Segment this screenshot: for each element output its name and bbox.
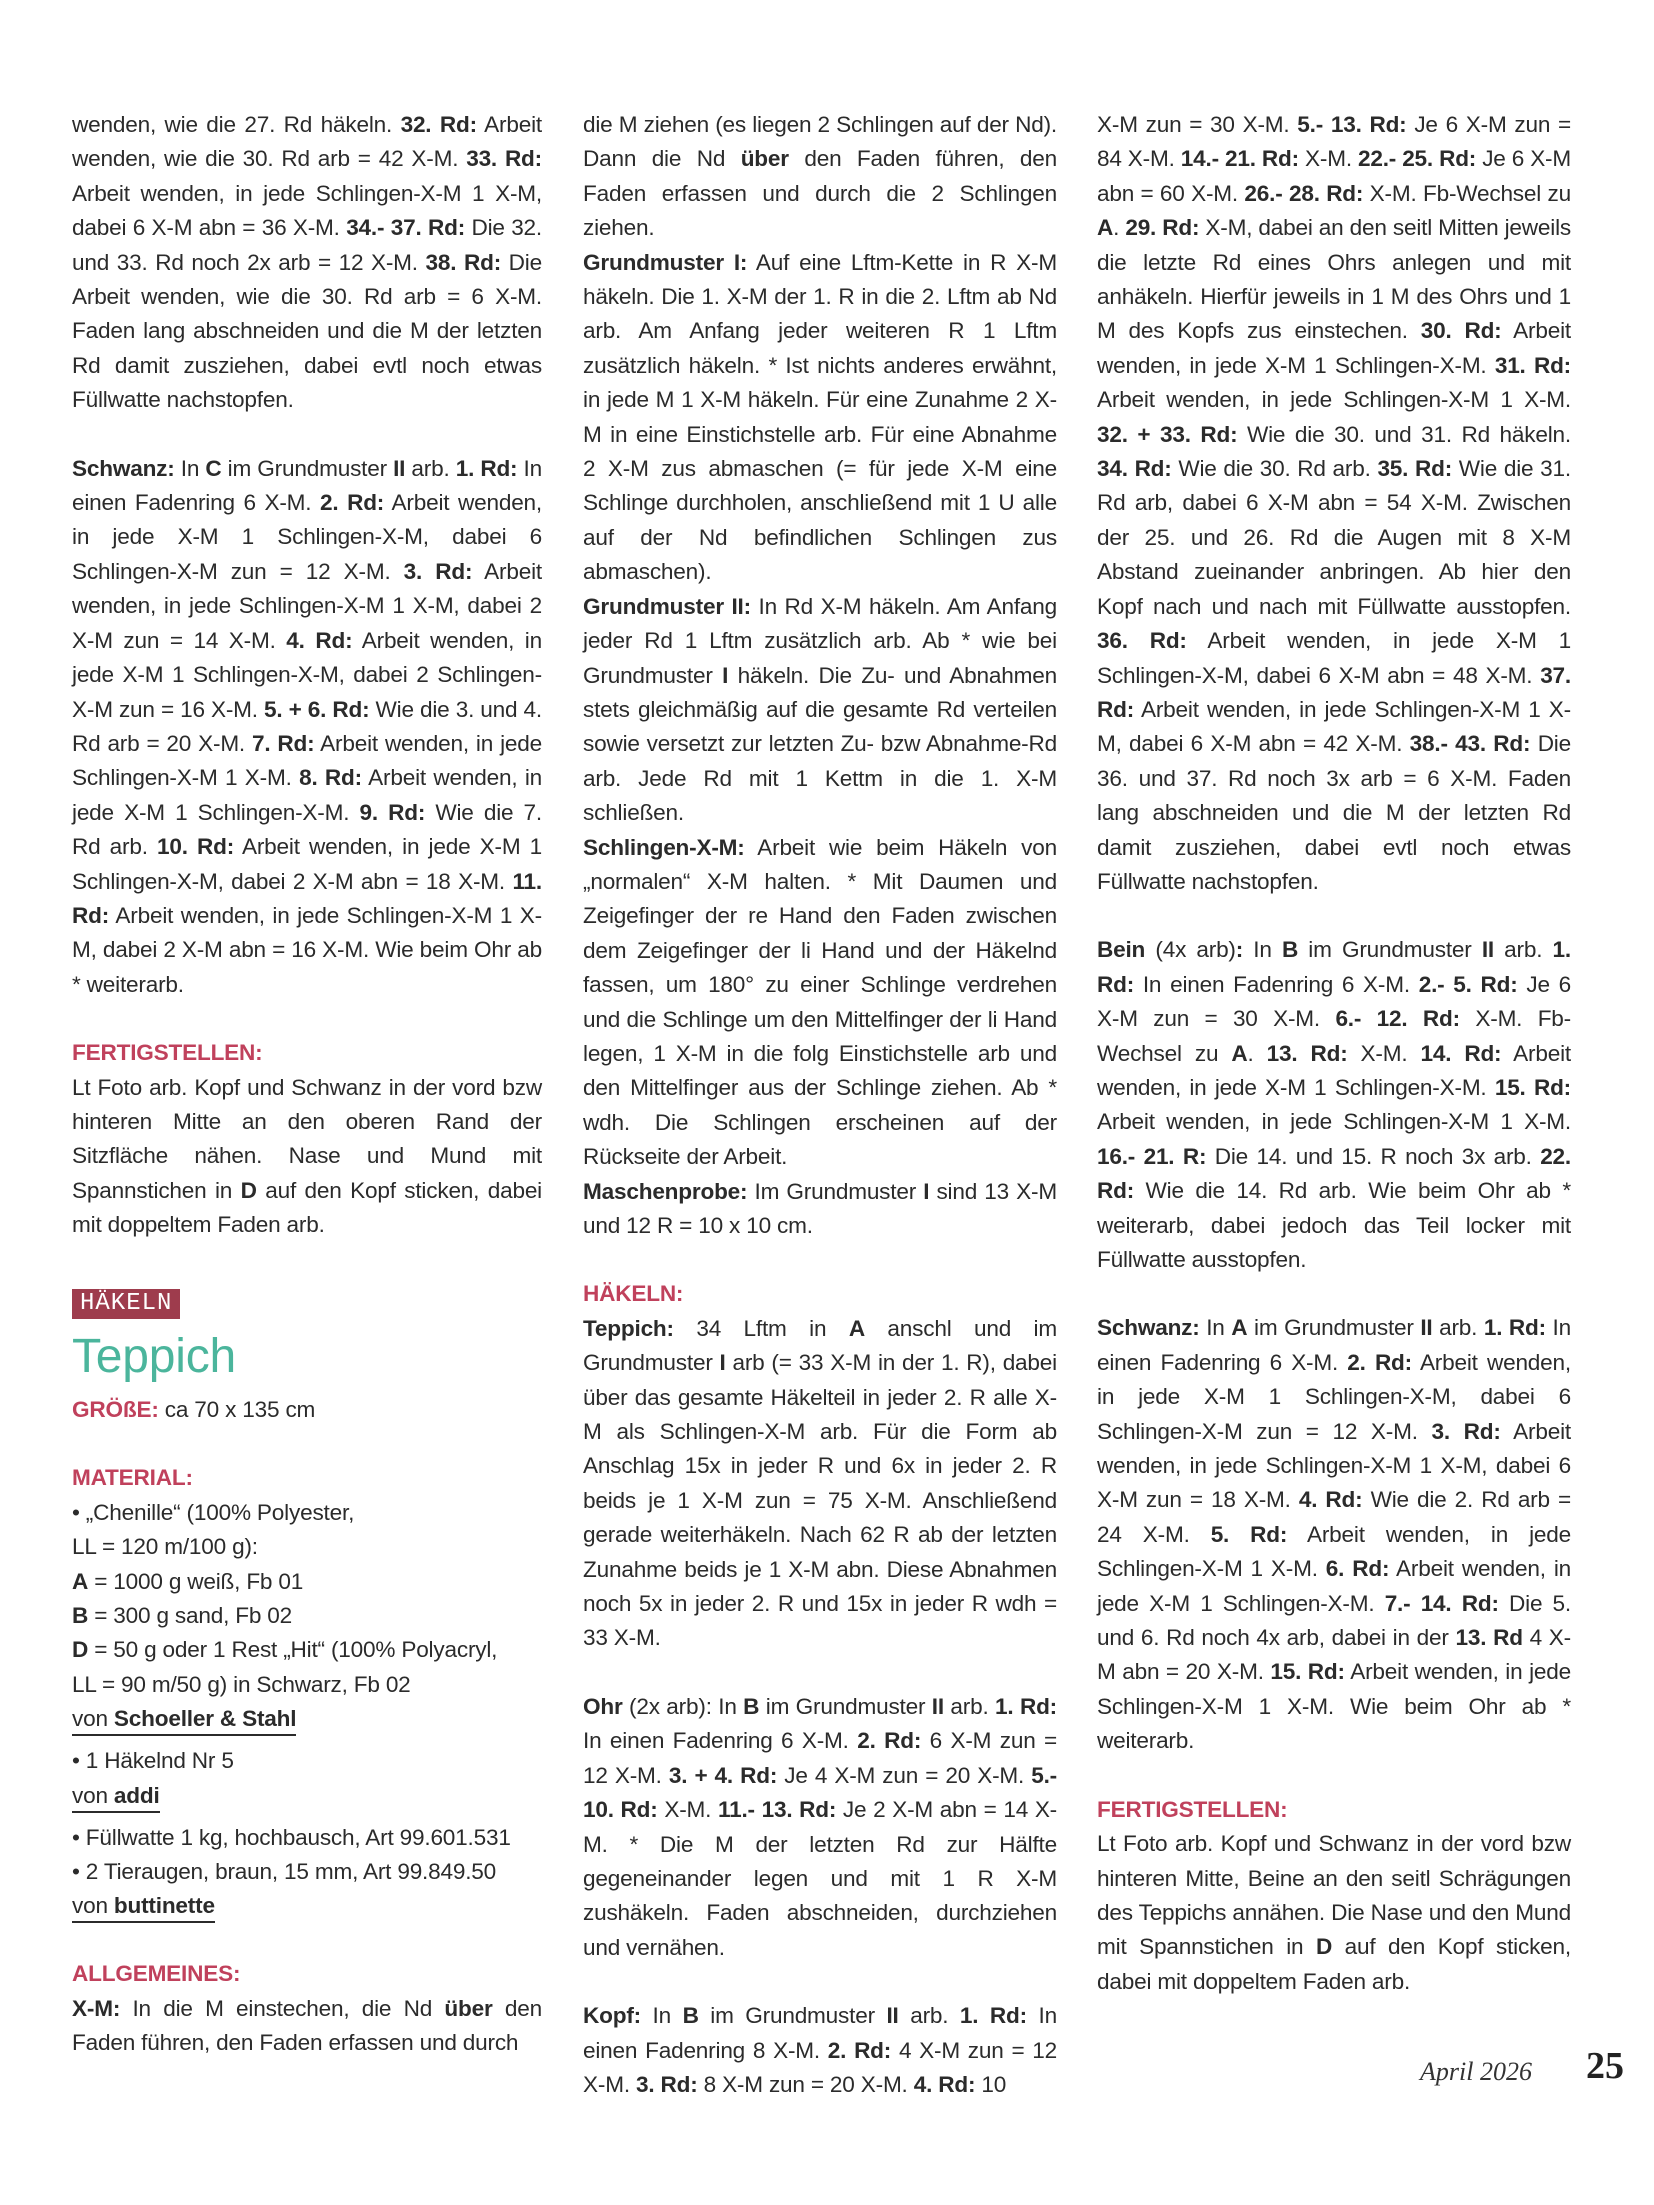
paragraph-body-continued: wenden, wie die 27. Rd häkeln. 32. Rd: Arbeit wenden, wie die 30. Rd arb = 42 X-M. 33. Rd: Arbeit wenden, in jede Schlingen-X-M 1 X-M, dabei 6 X-M abn = 36 X-M. 34.- 37. Rd: Die 32. und 33. Rd noch 2x arb = 12 X-M. 38. Rd: Die Arbeit wenden, wie die 30. Rd arb = 6 X-M. Faden lang abschneiden und die M der letzten Rd damit zusziehen, dabei evtl noch etwas Füllwatte nachstopfen.	[72, 112, 543, 413]
paragraph-fertigstellen: Lt Foto arb. Kopf und Schwanz in der vord bzw hinteren Mitte, Beine an den seitl Schrägungen des Teppichs annähen. Die Nase und den Mund mit Spannstichen in D auf den Kopf sticken, dabei mit doppeltem Faden arb.	[1097, 1831, 1571, 1994]
heading-allgemeines: ALLGEMEINES:	[72, 1961, 241, 1987]
paragraph-grundmuster-1: Grundmuster I: Auf eine Lftm-Kette in R X-M häkeln. Die 1. X-M der 1. R in die 2. Lftm ab Nd arb. Am Anfang jeder weiteren R 1 Lftm zusätzlich häkeln. * Ist nichts anderes erwähnt, in jede M 1 X-M häkeln. Für eine Zunahme 2 X-M in eine Einstichstelle arb. Für eine Abnahme 2 X-M zus abmaschen (= für jede X-M eine Schlinge durchholen, anschließend mit 1 U alle auf der Nd befindlichen Schlingen zus abmaschen).	[583, 249, 1057, 585]
material-line: D = 50 g oder 1 Rest „Hit“ (100% Polyacryl,	[72, 1637, 498, 1663]
issue-date: April 2026	[1420, 2057, 1532, 2086]
heading-fertigstellen: FERTIGSTELLEN:	[1097, 1796, 1288, 1822]
size-value: ca 70 x 135 cm	[158, 1397, 316, 1422]
section-header-teppich	[72, 1285, 542, 1389]
supplier-buttinette: von buttinette	[72, 1891, 215, 1923]
material-line: LL = 120 m/100 g):	[72, 1534, 258, 1560]
column-2	[583, 108, 1057, 2102]
paragraph-teppich: Teppich: 34 Lftm in A anschl und im Grundmuster I arb (= 33 X-M in der 1. R), dabei über das gesamte Häkelteil in jeder 2. R alle X-M als Schlingen-X-M arb. Für die Form ab Anschlag 15x in jeder R und 6x in jeder 2. R beids je 1 X-M zun = 75 X-M. Anschließend gerade weiterhäkeln. Nach 62 R ab der letzten Zunahme beids je 1 X-M abn. Diese Abnahmen noch 5x in jeder 2. R und 15x in jeder R wdh = 33 X-M.	[583, 1315, 1057, 1651]
heading-fertigstellen: FERTIGSTELLEN:	[72, 1040, 263, 1066]
paragraph-kopf: Kopf: In B im Grundmuster II arb. 1. Rd: In einen Fadenring 8 X-M. 2. Rd: 4 X-M zun = 12 X-M. 3. Rd: 8 X-M zun = 20 X-M. 4. Rd: 10	[583, 2003, 1058, 2097]
supplier-schoeller-stahl: von Schoeller & Stahl	[72, 1704, 296, 1736]
size-label: GRÖßE:	[72, 1397, 159, 1422]
category-tag: HÄKELN	[72, 1289, 180, 1319]
paragraph-fertigstellen: Lt Foto arb. Kopf und Schwanz in der vord bzw hinteren Mitte an den oberen Rand der Sitzfläche nähen. Nase und Mund mit Spannstichen in D auf den Kopf sticken, dabei mit doppeltem Faden arb.	[72, 1074, 543, 1238]
paragraph-ohr: Ohr (2x arb): In B im Grundmuster II arb. 1. Rd: In einen Fadenring 6 X-M. 2. Rd: 6 X-M zun = 12 X-M. 3. + 4. Rd: Je 4 X-M zun = 20 X-M. 5.- 10. Rd: X-M. 11.- 13. Rd: Je 2 X-M abn = 14 X-M. * Die M der letzten Rd zur Hälfte gegeneinander legen und mit 1 R X-M zushäkeln. Faden abschneiden, durchziehen und vernähen.	[583, 1693, 1058, 1960]
material-line: B = 300 g sand, Fb 02	[72, 1603, 293, 1629]
column-1	[72, 108, 542, 2061]
heading-material: MATERIAL:	[72, 1465, 193, 1491]
page-number: 25	[1586, 2045, 1624, 2087]
heading-haekeln: HÄKELN:	[583, 1281, 684, 1307]
material-line: A = 1000 g weiß, Fb 01	[72, 1568, 304, 1594]
pattern-title: Teppich	[72, 1330, 237, 1383]
material-line: • 2 Tieraugen, braun, 15 mm, Art 99.849.50	[72, 1859, 497, 1885]
column-3	[1097, 108, 1571, 1999]
paragraph-maschenprobe: Maschenprobe: Im Grundmuster I sind 13 X-M und 12 R = 10 x 10 cm.	[583, 1178, 1057, 1238]
paragraph-kopf-continued: X-M zun = 30 X-M. 5.- 13. Rd: Je 6 X-M zun = 84 X-M. 14.- 21. Rd: X-M. 22.- 25. Rd: Je 6 X-M abn = 60 X-M. 26.- 28. Rd: X-M. Fb-Wechsel zu A. 29. Rd: X-M, dabei an den seitl Mitten jeweils die letzte Rd eines Ohrs anlegen und mit anhäkeln. Hierfür jeweils in 1 M des Ohrs und 1 M des Kopfs zus einstechen. 30. Rd: Arbeit wenden, in jede X-M 1 Schlingen-X-M. 31. Rd: Arbeit wenden, in jede Schlingen-X-M 1 X-M. 32. + 33. Rd: Wie die 30. und 31. Rd häkeln. 34. Rd: Wie die 30. Rd arb. 35. Rd: Wie die 31. Rd arb, dabei 6 X-M abn = 54 X-M. Zwischen der 25. und 26. Rd die Augen mit 8 X-M Abstand zueinander anbringen. Ab hier den Kopf nach und nach mit Füllwatte ausstopfen. 36. Rd: Arbeit wenden, in jede X-M 1 Schlingen-X-M, dabei 6 X-M abn = 48 X-M. 37. Rd: Arbeit wenden, in jede Schlingen-X-M 1 X-M, dabei 6 X-M abn = 42 X-M. 38.- 43. Rd: Die 36. und 37. Rd noch 3x arb = 6 X-M. Faden lang abschneiden und die M der letzten Rd damit zusziehen, dabei evtl noch etwas Füllwatte nachstopfen.	[1097, 112, 1572, 894]
material-line: • 1 Häkelnd Nr 5	[72, 1748, 234, 1774]
material-line: LL = 90 m/50 g) in Schwarz, Fb 02	[72, 1671, 411, 1697]
paragraph-grundmuster-2: Grundmuster II: In Rd X-M häkeln. Am Anfang jeder Rd 1 Lftm zusätzlich arb. Ab * wie bei Grundmuster I häkeln. Die Zu- und Abnahmen stets gleichmäßig auf die gesamte Rd verteilen sowie versetzt zur letzten Zu- bzw Abnahme-Rd arb. Jede Rd mit 1 Kettm in die 1. X-M schließen.	[583, 593, 1057, 826]
material-line: • „Chenille“ (100% Polyester,	[72, 1499, 355, 1525]
size-line	[72, 1393, 542, 1427]
paragraph-bein: Bein (4x arb): In B im Grundmuster II arb. 1. Rd: In einen Fadenring 6 X-M. 2.- 5. Rd: Je 6 X-M zun = 30 X-M. 6.- 12. Rd: X-M. Fb-Wechsel zu A. 13. Rd: X-M. 14. Rd: Arbeit wenden, in jede X-M 1 Schlingen-X-M. 15. Rd: Arbeit wenden, in jede Schlingen-X-M 1 X-M. 16.- 21. R: Die 14. und 15. R noch 3x arb. 22. Rd: Wie die 14. Rd arb. Wie beim Ohr ab * weiterarb, dabei jedoch das Teil locker mit Füllwatte ausstopfen.	[1097, 937, 1571, 1272]
paragraph-xm: X-M: In die M einstechen, die Nd über den Faden führen, den Faden erfassen und durch	[72, 1995, 542, 2056]
supplier-addi: von addi	[72, 1781, 160, 1813]
material-line: • Füllwatte 1 kg, hochbausch, Art 99.601.531	[72, 1824, 511, 1850]
paragraph-schwanz: Schwanz: In A im Grundmuster II arb. 1. Rd: In einen Fadenring 6 X-M. 2. Rd: Arbeit wenden, in jede X-M 1 Schlingen-X-M, dabei 6 Schlingen-X-M zun = 12 X-M. 3. Rd: Arbeit wenden, in jede Schlingen-X-M 1 X-M, dabei 6 X-M zun = 18 X-M. 4. Rd: Wie die 2. Rd arb = 24 X-M. 5. Rd: Arbeit wenden, in jede Schlingen-X-M 1 X-M. 6. Rd: Arbeit wenden, in jede X-M 1 Schlingen-X-M. 7.- 14. Rd: Die 5. und 6. Rd noch 4x arb, dabei in der 13. Rd 4 X-M abn = 20 X-M. 15. Rd: Arbeit wenden, in jede Schlingen-X-M 1 X-M. Wie beim Ohr ab * weiterarb.	[1097, 1315, 1572, 1754]
paragraph-xm-continued: die M ziehen (es liegen 2 Schlingen auf der Nd). Dann die Nd über den Faden führen, den Faden erfassen und durch die 2 Schlingen ziehen.	[583, 112, 1057, 241]
paragraph-schwanz: Schwanz: In C im Grundmuster II arb. 1. Rd: In einen Fadenring 6 X-M. 2. Rd: Arbeit wenden, in jede X-M 1 Schlingen-X-M, dabei 6 Schlingen-X-M zun = 12 X-M. 3. Rd: Arbeit wenden, in jede Schlingen-X-M 1 X-M, dabei 2 X-M zun = 14 X-M. 4. Rd: Arbeit wenden, in jede X-M 1 Schlingen-X-M, dabei 2 Schlingen-X-M zun = 16 X-M. 5. + 6. Rd: Wie die 3. und 4. Rd arb = 20 X-M. 7. Rd: Arbeit wenden, in jede Schlingen-X-M 1 X-M. 8. Rd: Arbeit wenden, in jede X-M 1 Schlingen-X-M. 9. Rd: Wie die 7. Rd arb. 10. Rd: Arbeit wenden, in jede X-M 1 Schlingen-X-M, dabei 2 X-M abn = 18 X-M. 11. Rd: Arbeit wenden, in jede Schlingen-X-M 1 X-M, dabei 2 X-M abn = 16 X-M. Wie beim Ohr ab * weiterarb.	[72, 455, 543, 997]
paragraph-schlingen-xm: Schlingen-X-M: Arbeit wie beim Häkeln von „normalen“ X-M halten. * Mit Daumen und Zeigefinger der re Hand den Faden zwischen dem Zeigefinger der li Hand und der Häkelnd fassen, um 180° zu einer Schlinge verdrehen und die Schlinge um den Mittelfinger der li Hand legen, 1 X-M in die folg Einstichstelle arb und den Mittelfinger aus der Schlinge ziehen. Ab * wdh. Die Schlingen erscheinen auf der Rückseite der Arbeit.	[583, 834, 1057, 1170]
